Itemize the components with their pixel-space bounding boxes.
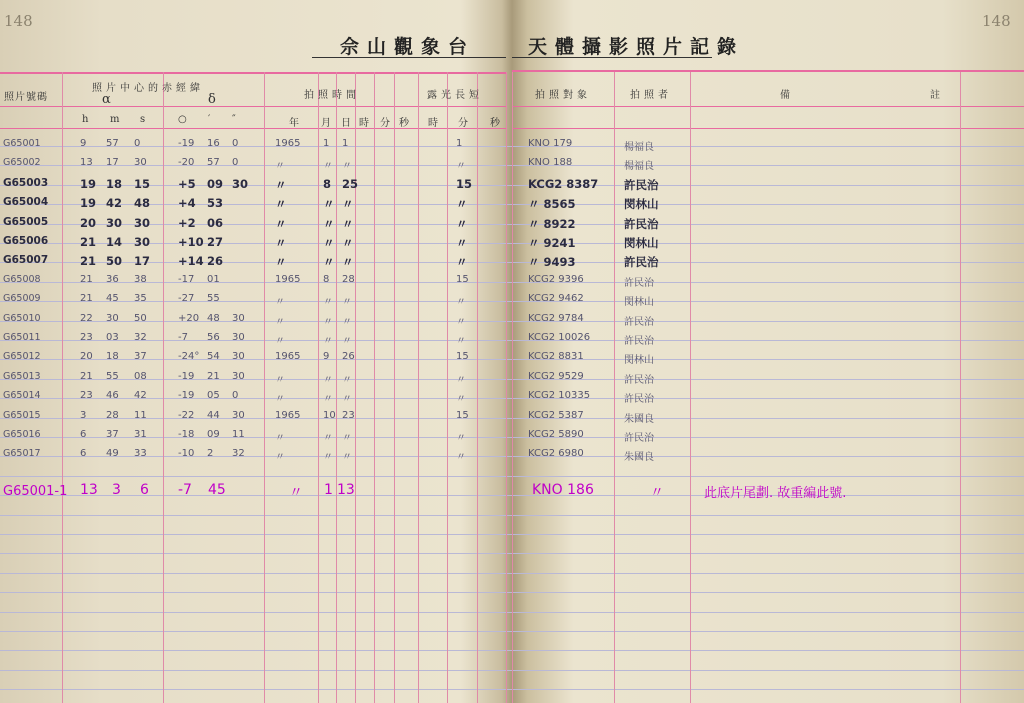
plate-id: G65001: [3, 138, 41, 149]
dec-degrees: -18: [178, 429, 195, 440]
exposure-minutes: 〃: [456, 217, 468, 231]
ra-seconds: 30: [134, 216, 151, 230]
dec-degrees: -7: [178, 332, 188, 343]
photo-month: 10: [323, 410, 336, 421]
dec-seconds: 0: [232, 157, 239, 168]
target-object: KCG2 8387: [528, 177, 599, 191]
dec-degrees: -27: [178, 293, 195, 304]
photo-year: 〃: [275, 161, 285, 172]
ra-minutes: 30: [106, 216, 123, 230]
unit-m: m: [110, 114, 120, 125]
header-remarks-2: 註: [930, 90, 944, 101]
exposure-minutes: 〃: [456, 197, 468, 211]
dec-degrees: -19: [178, 138, 195, 149]
photo-day: 〃: [342, 255, 354, 269]
column-rule: [447, 72, 448, 703]
header-delta: δ: [208, 92, 216, 107]
dec-minutes: 27: [207, 235, 224, 249]
ra-hours: 23: [80, 390, 93, 401]
unit-s: s: [140, 114, 146, 125]
ra-minutes: 45: [106, 293, 119, 304]
photo-day: 〃: [342, 336, 352, 347]
photo-month: 9: [323, 351, 330, 362]
photo-month: 8: [323, 177, 332, 191]
exposure-minutes: 〃: [456, 375, 466, 386]
photo-month: 〃: [323, 161, 333, 172]
header-rule-right: [512, 70, 1024, 72]
photo-day: 〃: [342, 297, 352, 308]
dec-degrees: +20: [178, 313, 200, 324]
target-object: KCG2 9529: [528, 371, 584, 382]
photographer-name: 許民治: [624, 178, 659, 192]
ra-minutes: 49: [106, 448, 119, 459]
exposure-minutes: 1: [456, 138, 463, 149]
ra-seconds: 33: [134, 448, 147, 459]
annotation-object: KNO 186: [532, 482, 594, 498]
ra-hours: 6: [80, 429, 87, 440]
unit-arcsec: ″: [232, 114, 236, 125]
target-object: 〃 9241: [528, 236, 576, 250]
column-rule: [512, 72, 513, 703]
photographer-name: 閔林山: [624, 236, 659, 250]
dec-degrees: -22: [178, 410, 195, 421]
photo-month: 〃: [323, 336, 333, 347]
ra-minutes: 37: [106, 429, 119, 440]
ra-hours: 19: [80, 196, 97, 210]
plate-id: G65017: [3, 448, 41, 459]
ra-seconds: 0: [134, 138, 141, 149]
photo-year: 〃: [275, 317, 285, 328]
ra-minutes: 36: [106, 274, 119, 285]
ra-seconds: 15: [134, 177, 151, 191]
dec-degrees: -19: [178, 371, 195, 382]
title-record: 天體攝影照片記錄: [528, 36, 745, 58]
column-rule: [614, 72, 615, 703]
photo-month: 〃: [323, 317, 333, 328]
photo-day: 23: [342, 410, 355, 421]
plate-id: G65015: [3, 410, 41, 421]
photographer-name: 許民治: [624, 278, 654, 289]
header-remarks-1: 備: [780, 90, 794, 101]
target-object: 〃 9493: [528, 255, 576, 269]
column-rule: [318, 72, 319, 703]
photo-day: 〃: [342, 394, 352, 405]
ra-hours: 21: [80, 254, 97, 268]
target-object: 〃 8922: [528, 217, 576, 231]
ra-hours: 19: [80, 177, 97, 191]
photo-day: 25: [342, 177, 359, 191]
ra-minutes: 30: [106, 313, 119, 324]
photo-year: 〃: [275, 297, 285, 308]
column-rule: [690, 72, 691, 703]
dec-minutes: 54: [207, 351, 220, 362]
dec-minutes: 05: [207, 390, 220, 401]
header-photo-time: 拍照時間: [304, 90, 360, 101]
ra-seconds: 32: [134, 332, 147, 343]
photographer-name: 朱國良: [624, 452, 654, 463]
dec-minutes: 48: [207, 313, 220, 324]
photographer-name: 閔林山: [624, 355, 654, 366]
photo-month: 〃: [323, 255, 335, 269]
photo-year: 〃: [275, 178, 287, 192]
photo-year: 〃: [275, 433, 285, 444]
ra-minutes: 57: [106, 138, 119, 149]
ra-hours: 21: [80, 293, 93, 304]
header-rule-left: [0, 72, 506, 74]
column-rule: [374, 72, 375, 703]
exposure-minutes: 〃: [456, 336, 466, 347]
unit-minute: 分: [380, 118, 390, 129]
ra-hours: 3: [80, 410, 87, 421]
exposure-minutes: 〃: [456, 452, 466, 463]
header-exposure: 露光長短: [427, 90, 483, 101]
plate-id: G65014: [3, 390, 41, 401]
annotation-observer: 〃: [650, 485, 664, 501]
target-object: 〃 8565: [528, 197, 576, 211]
dec-minutes: 21: [207, 371, 220, 382]
ra-seconds: 37: [134, 351, 147, 362]
photographer-name: 閔林山: [624, 297, 654, 308]
column-rule: [355, 72, 356, 703]
annotation-ra-h: 13: [80, 482, 98, 498]
column-rule: [506, 72, 507, 703]
dec-seconds: 30: [232, 332, 245, 343]
plate-id: G65016: [3, 429, 41, 440]
ra-minutes: 28: [106, 410, 119, 421]
photo-day: 28: [342, 274, 355, 285]
column-rule: [477, 72, 478, 703]
title-underline-right: [512, 57, 712, 58]
ra-minutes: 18: [106, 177, 123, 191]
dec-minutes: 09: [207, 429, 220, 440]
plate-id: G65003: [3, 177, 49, 189]
exposure-minutes: 〃: [456, 297, 466, 308]
dec-minutes: 09: [207, 177, 224, 191]
dec-minutes: 57: [207, 157, 220, 168]
photographer-name: 朱國良: [624, 414, 654, 425]
unit-exp-sec: 秒: [490, 118, 500, 129]
annotation-dec-d: -7: [178, 482, 192, 498]
column-rule: [394, 72, 395, 703]
unit-year: 年: [289, 118, 299, 129]
ra-minutes: 55: [106, 371, 119, 382]
annotation-remark: 此底片尾劃. 故重編此號.: [704, 486, 847, 501]
ra-minutes: 18: [106, 351, 119, 362]
ra-hours: 13: [80, 157, 93, 168]
annotation-year: 〃: [289, 485, 303, 501]
target-object: KCG2 9784: [528, 313, 584, 324]
dec-degrees: -17: [178, 274, 195, 285]
target-object: KCG2 8831: [528, 351, 584, 362]
ra-seconds: 31: [134, 429, 147, 440]
target-object: KCG2 10026: [528, 332, 591, 343]
photo-month: 〃: [323, 452, 333, 463]
ra-seconds: 48: [134, 196, 151, 210]
ra-minutes: 46: [106, 390, 119, 401]
photo-month: 〃: [323, 236, 335, 250]
photo-year: 1965: [275, 274, 301, 285]
subheader-rule-left: [0, 106, 506, 107]
ra-minutes: 03: [106, 332, 119, 343]
header-photographer: 拍照者: [630, 90, 672, 101]
exposure-minutes: 15: [456, 274, 469, 285]
ra-seconds: 35: [134, 293, 147, 304]
ra-seconds: 38: [134, 274, 147, 285]
plate-id: G65002: [3, 157, 41, 168]
photo-day: 〃: [342, 375, 352, 386]
annotation-day: 13: [337, 482, 355, 498]
dec-degrees: +14: [178, 254, 204, 268]
unit-deg: ○: [178, 114, 187, 125]
right-page-number: 148: [982, 12, 1011, 30]
left-page-number: 148: [4, 12, 33, 30]
ra-hours: 20: [80, 216, 97, 230]
plate-id: G65004: [3, 196, 49, 208]
dec-seconds: 30: [232, 313, 245, 324]
column-rule: [62, 72, 63, 703]
units-rule-right: [512, 128, 1024, 129]
photographer-name: 許民治: [624, 375, 654, 386]
ra-seconds: 17: [134, 254, 151, 268]
dec-seconds: 32: [232, 448, 245, 459]
ra-hours: 23: [80, 332, 93, 343]
ra-minutes: 50: [106, 254, 123, 268]
ra-hours: 21: [80, 274, 93, 285]
dec-seconds: 30: [232, 410, 245, 421]
dec-seconds: 0: [232, 138, 239, 149]
photo-year: 〃: [275, 452, 285, 463]
photo-month: 〃: [323, 297, 333, 308]
column-rule: [336, 72, 337, 703]
exposure-minutes: 〃: [456, 317, 466, 328]
dec-minutes: 06: [207, 216, 224, 230]
dec-degrees: +4: [178, 196, 196, 210]
dec-seconds: 30: [232, 177, 249, 191]
target-object: KCG2 9396: [528, 274, 584, 285]
exposure-minutes: 〃: [456, 394, 466, 405]
photo-day: 〃: [342, 161, 352, 172]
target-object: KCG2 5890: [528, 429, 584, 440]
ra-minutes: 42: [106, 196, 123, 210]
photo-month: 〃: [323, 197, 335, 211]
photo-day: 26: [342, 351, 355, 362]
header-center-coords: 照片中心的赤經緯: [92, 83, 204, 94]
dec-degrees: +5: [178, 177, 196, 191]
dec-degrees: -24°: [178, 351, 200, 362]
dec-minutes: 16: [207, 138, 220, 149]
dec-degrees: -20: [178, 157, 195, 168]
exposure-minutes: 15: [456, 410, 469, 421]
exposure-minutes: 〃: [456, 433, 466, 444]
photographer-name: 許民治: [624, 394, 654, 405]
plate-id: G65010: [3, 313, 41, 324]
photographer-name: 許民治: [624, 217, 659, 231]
photographer-name: 許民治: [624, 255, 659, 269]
header-object: 拍照對象: [535, 90, 591, 101]
exposure-minutes: 〃: [456, 161, 466, 172]
dec-minutes: 44: [207, 410, 220, 421]
dec-minutes: 53: [207, 196, 224, 210]
photo-day: 〃: [342, 217, 354, 231]
ra-hours: 21: [80, 371, 93, 382]
column-rule: [418, 72, 419, 703]
ra-seconds: 50: [134, 313, 147, 324]
dec-minutes: 01: [207, 274, 220, 285]
photographer-name: 楊福良: [624, 142, 654, 153]
dec-minutes: 2: [207, 448, 214, 459]
annotation-month: 1: [324, 482, 333, 498]
exposure-minutes: 15: [456, 351, 469, 362]
photo-year: 〃: [275, 394, 285, 405]
ra-hours: 9: [80, 138, 87, 149]
plate-id: G65011: [3, 332, 41, 343]
unit-hour: 時: [359, 118, 369, 129]
header-plate-no: 照片號碼: [4, 92, 48, 103]
annotation-ra-s: 6: [140, 482, 149, 498]
header-alpha: α: [102, 92, 111, 107]
ra-seconds: 08: [134, 371, 147, 382]
photo-year: 〃: [275, 197, 287, 211]
photo-day: 〃: [342, 317, 352, 328]
column-rule: [960, 72, 961, 703]
annotation-dec-m: 45: [208, 482, 226, 498]
unit-exp-hour: 時: [428, 118, 438, 129]
plate-id: G65012: [3, 351, 41, 362]
photo-day: 〃: [342, 197, 354, 211]
ra-seconds: 30: [134, 235, 151, 249]
photo-day: 1: [342, 138, 349, 149]
unit-exp-min: 分: [458, 118, 468, 129]
photographer-name: 楊福良: [624, 161, 654, 172]
dec-seconds: 30: [232, 371, 245, 382]
annotation-ra-m: 3: [112, 482, 121, 498]
ra-seconds: 11: [134, 410, 147, 421]
photographer-name: 許民治: [624, 433, 654, 444]
unit-h: h: [82, 114, 89, 125]
photo-year: 〃: [275, 255, 287, 269]
dec-minutes: 26: [207, 254, 224, 268]
target-object: KNO 188: [528, 157, 573, 168]
dec-seconds: 30: [232, 351, 245, 362]
photo-year: 1965: [275, 410, 301, 421]
target-object: KCG2 5387: [528, 410, 584, 421]
photo-day: 〃: [342, 452, 352, 463]
ra-hours: 6: [80, 448, 87, 459]
plate-id: G65006: [3, 235, 49, 247]
dec-seconds: 11: [232, 429, 245, 440]
dec-minutes: 56: [207, 332, 220, 343]
exposure-minutes: 15: [456, 177, 473, 191]
target-object: KNO 179: [528, 138, 573, 149]
dec-minutes: 55: [207, 293, 220, 304]
photo-year: 〃: [275, 217, 287, 231]
photo-day: 〃: [342, 236, 354, 250]
ra-hours: 22: [80, 313, 93, 324]
plate-id: G65005: [3, 216, 49, 228]
exposure-minutes: 〃: [456, 255, 468, 269]
photo-month: 8: [323, 274, 330, 285]
photo-year: 1965: [275, 138, 301, 149]
photo-year: 1965: [275, 351, 301, 362]
photo-month: 〃: [323, 375, 333, 386]
title-underline-left: [312, 57, 506, 58]
photo-month: 〃: [323, 433, 333, 444]
unit-second: 秒: [399, 118, 409, 129]
plate-id: G65008: [3, 274, 41, 285]
dec-degrees: -10: [178, 448, 195, 459]
photo-year: 〃: [275, 375, 285, 386]
dec-seconds: 0: [232, 390, 239, 401]
target-object: KCG2 9462: [528, 293, 584, 304]
title-observatory: 佘山觀象台: [340, 36, 476, 58]
ra-minutes: 17: [106, 157, 119, 168]
photo-day: 〃: [342, 433, 352, 444]
plate-id: G65007: [3, 254, 49, 266]
dec-degrees: +10: [178, 235, 204, 249]
column-rule: [264, 72, 265, 703]
photo-month: 1: [323, 138, 330, 149]
plate-id: G65009: [3, 293, 41, 304]
plate-id: G65013: [3, 371, 41, 382]
ra-minutes: 14: [106, 235, 123, 249]
photo-year: 〃: [275, 336, 285, 347]
photographer-name: 許民治: [624, 336, 654, 347]
annotation-plate-id: G65001-1: [3, 484, 68, 499]
photographer-name: 許民治: [624, 317, 654, 328]
dec-degrees: -19: [178, 390, 195, 401]
photographer-name: 閔林山: [624, 197, 659, 211]
photo-year: 〃: [275, 236, 287, 250]
column-rule: [163, 72, 164, 703]
unit-day: 日: [341, 118, 351, 129]
exposure-minutes: 〃: [456, 236, 468, 250]
photo-month: 〃: [323, 394, 333, 405]
ra-seconds: 42: [134, 390, 147, 401]
unit-month: 月: [321, 118, 331, 129]
ra-hours: 21: [80, 235, 97, 249]
photo-month: 〃: [323, 217, 335, 231]
ra-seconds: 30: [134, 157, 147, 168]
dec-degrees: +2: [178, 216, 196, 230]
target-object: KCG2 6980: [528, 448, 584, 459]
subheader-rule-right: [512, 106, 1024, 107]
target-object: KCG2 10335: [528, 390, 591, 401]
unit-arcmin: ′: [208, 114, 211, 125]
ra-hours: 20: [80, 351, 93, 362]
